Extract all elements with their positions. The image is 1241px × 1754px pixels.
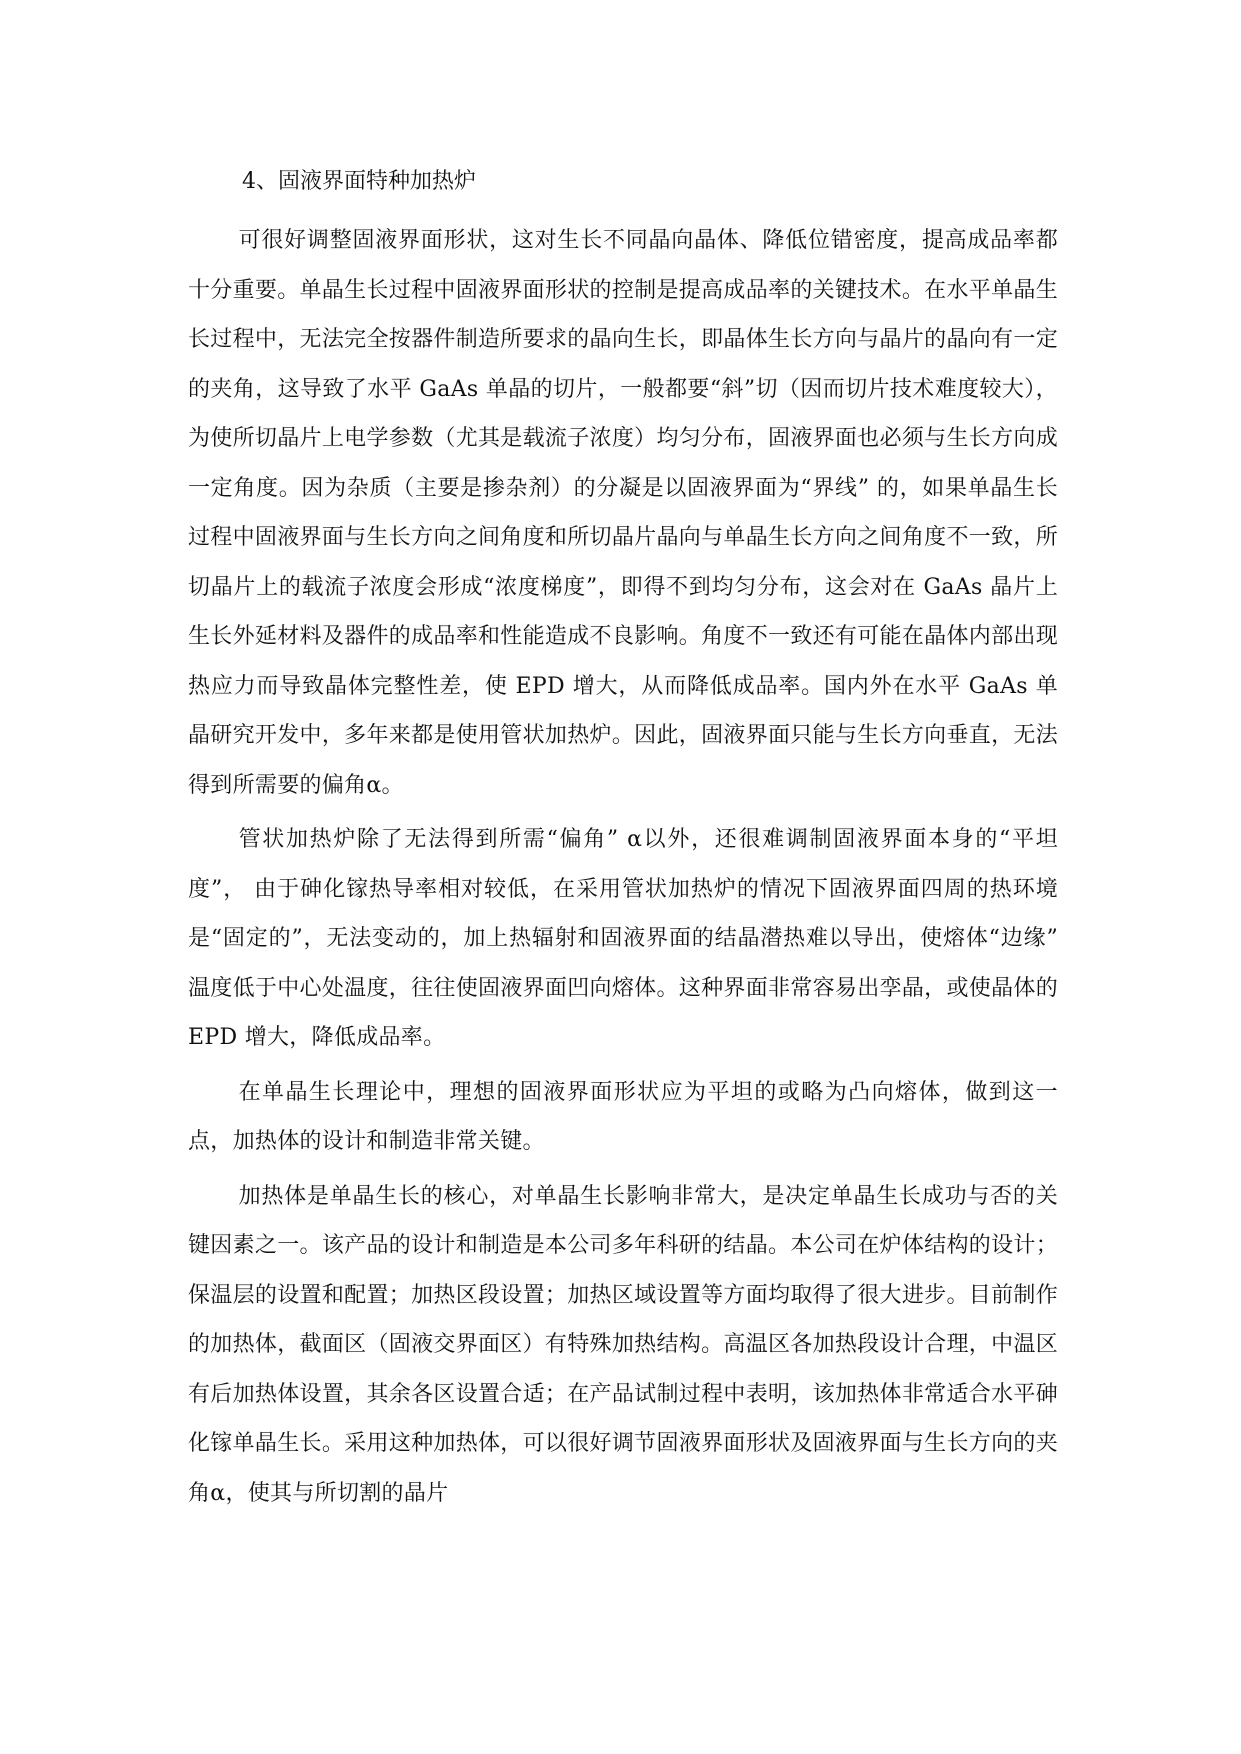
paragraph-tube-furnace: 管状加热炉除了无法得到所需“偏角” α以外，还很难调制固液界面本身的“平坦度”， 由于砷化镓热导率相对较低，在采用管状加热炉的情况下固液界面四周的热环境是“固定的”，无法变动的，加上热辐射和固液界面的结晶潜热难以导出，使熔体“边缘” 温度低于中心处温度，往往使固液界面凹向熔体。这种界面非常容易出孪晶，或使晶体的 EPD 增大，降低成品率。 — [188, 827, 1058, 1050]
paragraph-heater-design: 加热体是单晶生长的核心，对单晶生长影响非常大，是决定单晶生长成功与否的关键因素之一。该产品的设计和制造是本公司多年科研的结晶。本公司在炉体结构的设计；保温层的设置和配置；加热区段设置；加热区域设置等方面均取得了很大进步。目前制作的加热体，截面区（固液交界面区）有特殊加热结构。高温区各加热段设计合理，中温区有后加热体设置，其余各区设置合适；在产品试制过程中表明，该加热体非常适合水平砷化镓单晶生长。采用这种加热体，可以很好调节固液界面形状及固液界面与生长方向的夹角α，使其与所切割的晶片 — [188, 1183, 1058, 1506]
section-heading: 4、固液界面特种加热炉 — [242, 169, 476, 194]
paragraph-interface-shape: 可很好调整固液界面形状，这对生长不同晶向晶体、降低位错密度，提高成品率都十分重要。单晶生长过程中固液界面形状的控制是提高成品率的关键技术。在水平单晶生长过程中，无法完全按器件制造所要求的晶向生长，即晶体生长方向与晶片的晶向有一定的夹角，这导致了水平 GaAs 单晶的切片，一般都要“斜”切（因而切片技术难度较大），为使所切晶片上电学参数（尤其是载流子浓度）均匀分布，固液界面也必须与生长方向成一定角度。因为杂质（主要是掺杂剂）的分凝是以固液界面为“界线” 的，如果单晶生长过程中固液界面与生长方向之间角度和所切晶片晶向与单晶生长方向之间角度不一致，所切晶片上的载流子浓度会形成“浓度梯度”，即得不到均匀分布，这会对在 GaAs 晶片上生长外延材料及器件的成品率和性能造成不良影响。角度不一致还有可能在晶体内部出现热应力而导致晶体完整性差，使 EPD 增大，从而降低成品率。国内外在水平 GaAs 单晶研究开发中，多年来都是使用管状加热炉。因此，固液界面只能与生长方向垂直，无法得到所需要的偏角α。 — [188, 228, 1058, 798]
paragraph-ideal-interface: 在单晶生长理论中，理想的固液界面形状应为平坦的或略为凸向熔体，做到这一点，加热体的设计和制造非常关键。 — [188, 1079, 1058, 1154]
document-body — [188, 162, 1058, 1518]
